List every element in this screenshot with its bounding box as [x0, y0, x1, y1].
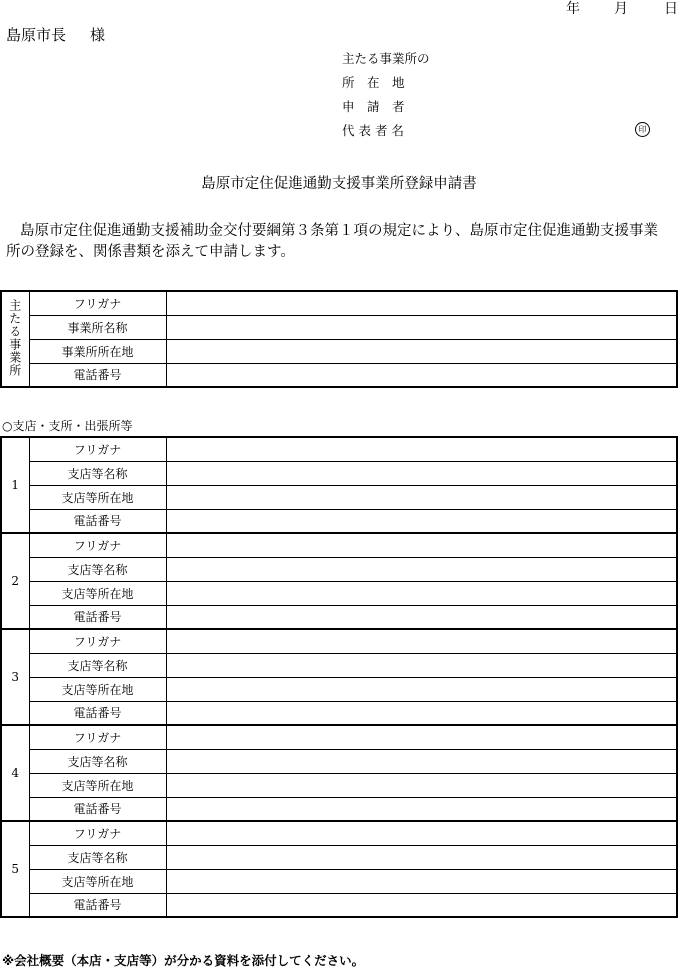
branch-group — [1, 725, 677, 821]
furigana-field[interactable] — [166, 533, 677, 557]
row-label: フリガナ — [29, 821, 166, 845]
furigana-field[interactable] — [166, 821, 677, 845]
phone-field[interactable] — [166, 509, 677, 533]
branch-name-field[interactable] — [166, 749, 677, 773]
row-label: フリガナ — [29, 437, 166, 461]
branch-address-field[interactable] — [166, 485, 677, 509]
applicant-label: 申 請 者 — [342, 99, 405, 114]
furigana-field[interactable] — [166, 725, 677, 749]
branch-name-field[interactable] — [166, 845, 677, 869]
main-office-section-label: 主たる事業所 — [7, 298, 22, 377]
seal-mark: 印 — [635, 122, 650, 137]
date-day-label: 日 — [664, 1, 678, 17]
row-label: 支店等所在地 — [29, 581, 166, 605]
row-label: 電話番号 — [29, 605, 166, 629]
branch-group — [1, 629, 677, 725]
office-address-field[interactable] — [166, 339, 677, 363]
attachment-note: ※会社概要（本店・支店等）が分かる資料を添付してください。 — [2, 953, 365, 968]
address-label: 所 在 地 — [342, 75, 405, 90]
row-label: 支店等名称 — [29, 653, 166, 677]
phone-field[interactable] — [166, 797, 677, 821]
branch-address-field[interactable] — [166, 581, 677, 605]
row-label: フリガナ — [29, 291, 166, 315]
branch-address-field[interactable] — [166, 677, 677, 701]
row-label: 支店等名称 — [29, 845, 166, 869]
row-label: 事業所名称 — [29, 315, 166, 339]
row-label: 電話番号 — [29, 509, 166, 533]
row-label: 支店等所在地 — [29, 869, 166, 893]
branch-number: 3 — [1, 629, 29, 725]
branch-number: 4 — [1, 725, 29, 821]
row-label: 電話番号 — [29, 893, 166, 917]
row-label: 支店等所在地 — [29, 677, 166, 701]
date-month-label: 月 — [614, 1, 628, 17]
phone-field[interactable] — [166, 605, 677, 629]
branch-name-field[interactable] — [166, 653, 677, 677]
furigana-field[interactable] — [166, 291, 677, 315]
row-label: 支店等所在地 — [29, 773, 166, 797]
branch-group — [1, 533, 677, 629]
office-name-field[interactable] — [166, 315, 677, 339]
row-label: 電話番号 — [29, 363, 166, 387]
branch-address-field[interactable] — [166, 773, 677, 797]
row-label: 支店等名称 — [29, 557, 166, 581]
row-label: 電話番号 — [29, 797, 166, 821]
branch-number: 2 — [1, 533, 29, 629]
row-label: 支店等所在地 — [29, 485, 166, 509]
furigana-field[interactable] — [166, 629, 677, 653]
phone-field[interactable] — [166, 701, 677, 725]
phone-field[interactable] — [166, 363, 677, 387]
branch-number: 1 — [1, 437, 29, 533]
furigana-field[interactable] — [166, 437, 677, 461]
row-label: 支店等名称 — [29, 749, 166, 773]
branch-group — [1, 821, 677, 917]
main-office-label: 主たる事業所の — [342, 51, 430, 66]
recipient-name: 島原市長 — [6, 26, 67, 44]
recipient — [6, 24, 105, 45]
date-year-label: 年 — [566, 1, 580, 17]
branch-name-field[interactable] — [166, 557, 677, 581]
phone-field[interactable] — [166, 893, 677, 917]
document-title: 島原市定住促進通勤支援事業所登録申請書 — [201, 176, 477, 192]
row-label: 事業所所在地 — [29, 339, 166, 363]
row-label: フリガナ — [29, 533, 166, 557]
branch-heading: ○支店・支所・出張所等 — [2, 419, 133, 433]
branch-name-field[interactable] — [166, 461, 677, 485]
branch-address-field[interactable] — [166, 869, 677, 893]
recipient-honorific: 様 — [90, 26, 106, 44]
row-label: フリガナ — [29, 629, 166, 653]
row-label: 電話番号 — [29, 701, 166, 725]
row-label: 支店等名称 — [29, 461, 166, 485]
body-text: 島原市定住促進通勤支援補助金交付要綱第３条第１項の規定により、島原市定住促進通勤支援事業所の登録を、関係書類を添えて申請します。 — [6, 223, 658, 260]
main-office-table — [0, 290, 678, 388]
branch-group — [1, 437, 677, 533]
main-office-section-cell — [1, 291, 29, 387]
branch-table — [0, 436, 678, 918]
date-line — [566, 0, 678, 18]
representative-label: 代 表 者 名 — [342, 123, 404, 138]
branch-number: 5 — [1, 821, 29, 917]
row-label: フリガナ — [29, 725, 166, 749]
